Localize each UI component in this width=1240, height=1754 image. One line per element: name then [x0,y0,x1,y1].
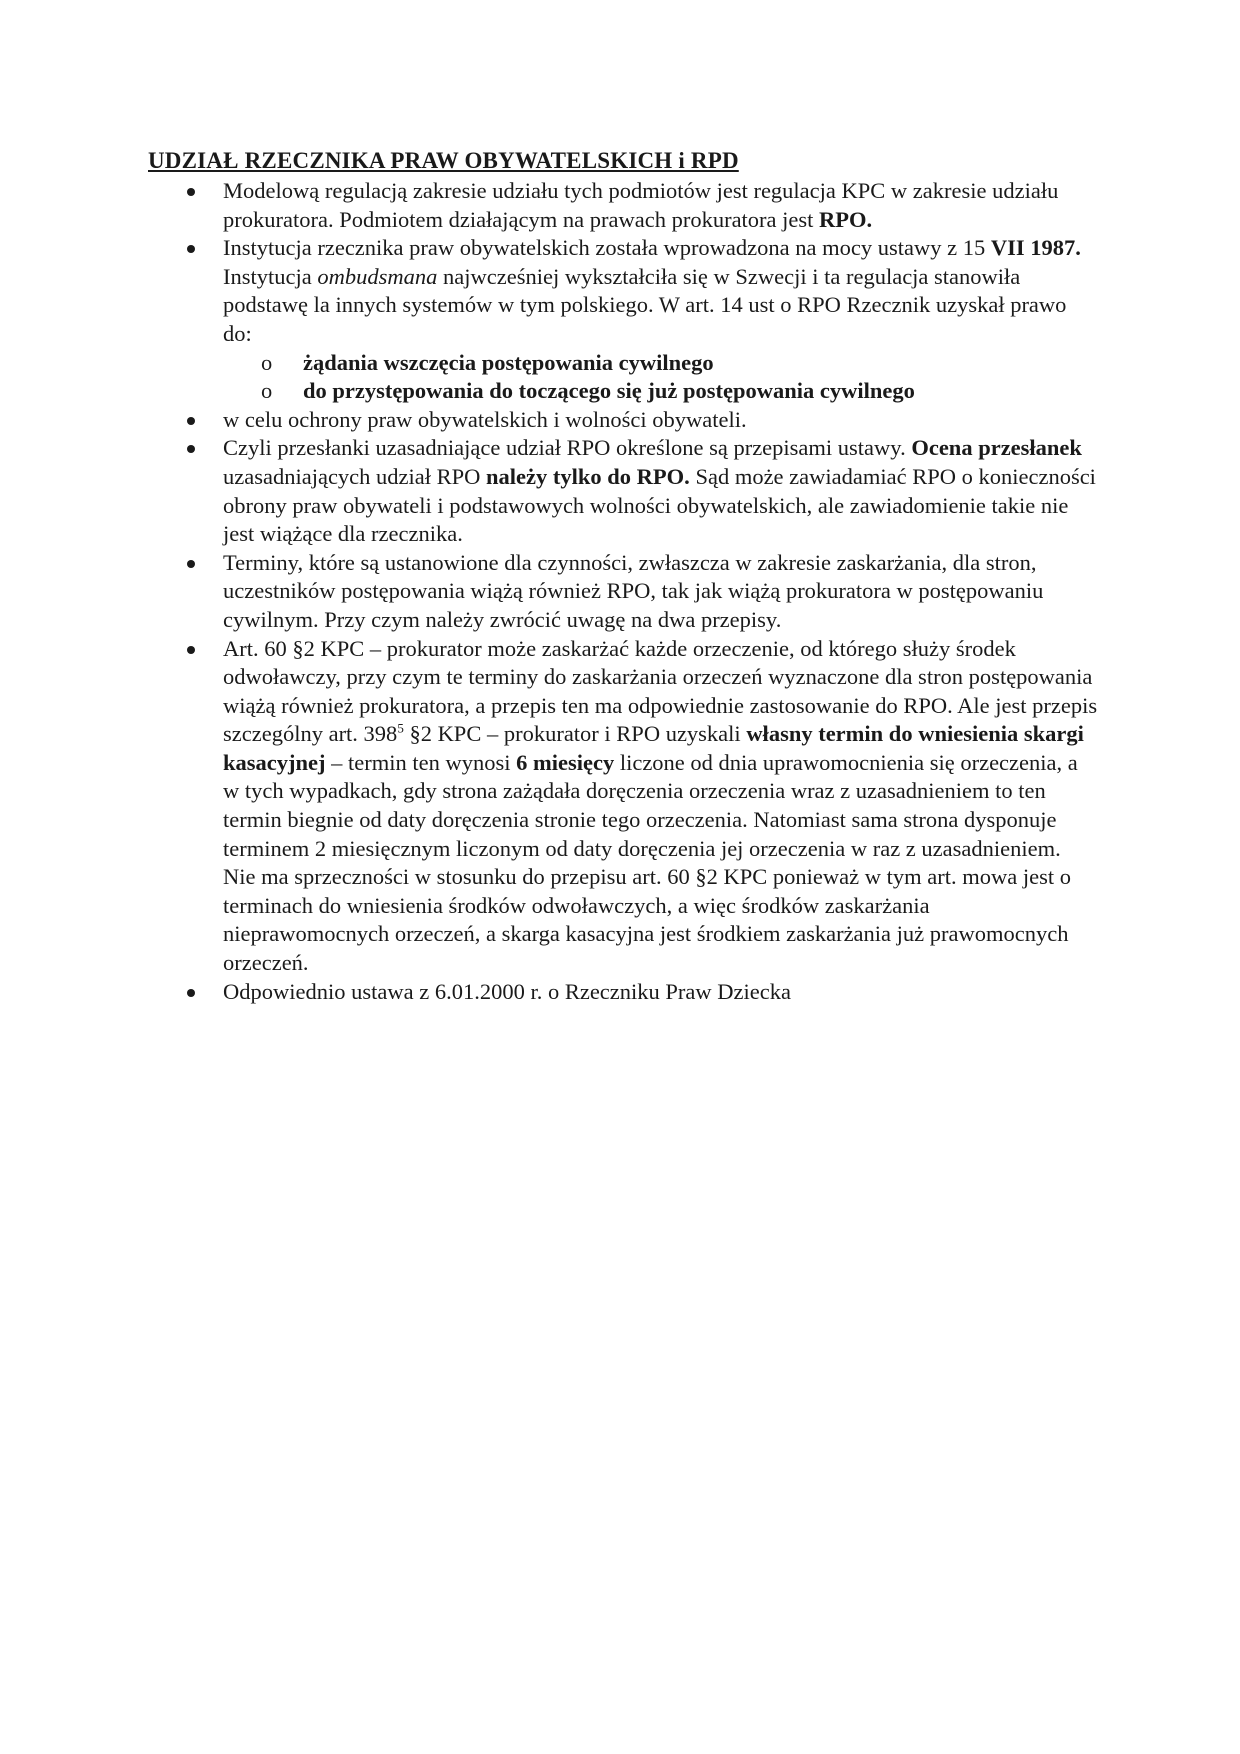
bullet-list [148,406,1098,1006]
body-text: Odpowiednio ustawa z 6.01.2000 r. o Rzeczniku Praw Dziecka [223,978,791,1004]
body-text: – termin ten wynosi [325,749,517,775]
bold-text: RPO. [819,206,873,232]
page-title: UDZIAŁ RZECZNIKA PRAW OBYWATELSKICH i RPD [148,148,739,173]
bullet-dot-icon [187,445,195,453]
superscript-text: 5 [397,720,404,736]
body-text: Modelową regulacją zakresie udziału tych podmiotów jest regulacja KPC w zakresie udziału prokuratora. Podmiotem działającym na prawach prokuratora jest [223,178,1059,232]
body-text: w celu ochrony praw obywatelskich i wolności obywateli. [223,406,747,432]
bold-text: Ocena przesłanek [911,435,1082,461]
sub-item-text: żądania wszczęcia postępowania cywilnego [303,349,714,375]
body-text: uzasadniających udział RPO [223,463,487,489]
body-text: Instytucja rzecznika praw obywatelskich została wprowadzona na mocy ustawy z 15 [223,235,991,261]
bullet-dot-icon [187,245,195,253]
bullet-list-item [148,635,1098,978]
body-text: §2 KPC – prokurator i RPO uzyskali [403,721,747,747]
bullet-dot-icon [187,417,195,425]
bullet-list [148,177,1098,349]
body-text: Sąd może zawiadamiać RPO o konieczności obrony praw obywateli i podstawowych wolności obywatelskich, ale zawiadomienie takie nie jest wiążące dla rzecznika. [223,463,1096,547]
body-text: liczone od dnia uprawomocnienia się orzeczenia, a w tych wypadkach, gdy strona zażądała doręczenia orzeczenia wraz z uzasadnieniem to ten termin biegnie od daty doręczenia stronie tego orzeczenia. Natomiast sama strona dysponuje terminem 2 miesięcznym liczonym od daty doręczenia jej orzeczenia w raz z uzasadnieniem. Nie ma sprzeczności w stosunku do przepisu art. 60 §2 KPC ponieważ w tym art. mowa jest o terminach do wniesienia środków odwoławczych, a więc środków zaskarżania nieprawomocnych orzeczeń, a skarga kasacyjna jest środkiem zaskarżania już prawomocnych orzeczeń. [223,749,1078,976]
circle-bullet-icon: o [261,349,273,375]
body-text: Instytucja [223,263,318,289]
sub-list [148,349,1098,406]
bold-text: VII 1987. [990,235,1081,261]
bullet-list-item [148,978,1098,1007]
bullet-list-item [148,406,1098,435]
bullet-dot-icon [187,989,195,997]
body-text: najwcześniej wykształciła się w Szwecji i ta regulacja stanowiła podstawę la innych systemów w tym polskiego. W art. 14 ust o RPO Rzecznik uzyskał prawo do: [223,263,1067,346]
bullet-dot-icon [187,560,195,568]
bullet-list-item [148,234,1098,348]
body-text: Czyli przesłanki uzasadniające udział RPO określone są przepisami ustawy. [223,435,912,461]
bold-text: 6 miesięcy [516,749,615,775]
body-text: Terminy, które są ustanowione dla czynności, zwłaszcza w zakresie zaskarżania, dla stron, uczestników postępowania wiążą również RPO, tak jak wiążą prokuratora w postępowaniu cywilnym. Przy czym należy zwrócić uwagę na dwa przepisy. [223,549,1044,632]
sub-list-item [261,377,1098,406]
sub-list-item [261,349,1098,378]
bullet-list-item [148,434,1098,548]
sub-item-text: do przystępowania do toczącego się już postępowania cywilnego [303,378,915,404]
document-content [148,146,1098,1006]
italic-text: ombudsmana [317,263,438,289]
bullet-dot-icon [187,646,195,654]
circle-bullet-icon: o [261,378,273,404]
bullet-list-item [148,549,1098,635]
bold-text: należy tylko do RPO. [486,463,690,489]
body-text: Art. 60 §2 KPC – prokurator może zaskarżać każde orzeczenie, od którego służy środek odwoławczy, przy czym te terminy do zaskarżania orzeczeń wyznaczone dla stron postępowania wiążą również prokuratora, a przepis ten ma odpowiednie zastosowanie do RPO. Ale jest przepis szczególny art. 398 [223,635,1098,747]
bullet-list-item [148,177,1098,234]
bullet-dot-icon [187,188,195,196]
bold-text: własny termin do wniesienia skargi kasacyjnej [223,721,1084,775]
